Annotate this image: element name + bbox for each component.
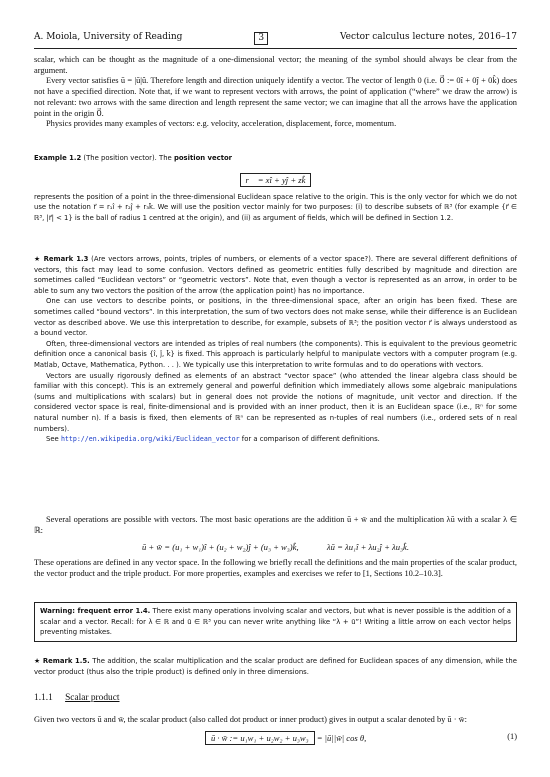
page	[34, 32, 517, 743]
operations-intro: Several operations are possible with vectors. The most basic operations are the addition ū + w̄ and the multiplication λū with a scalar λ ∈ ℝ:	[34, 515, 517, 535]
scalar-multiplication-formula: λū = λu₁î + λu₂ĵ + λu₃k̂.	[326, 542, 409, 553]
remark-1-5	[34, 656, 517, 677]
example-label: Example 1.2	[34, 154, 82, 162]
scalar-product-definition: ū · w̄ := u₁w₁ + u₂w₂ + u₃w₃	[205, 731, 315, 745]
remark-label: Remark 1.5.	[42, 657, 90, 665]
example-body: represents the position of a point in the three-dimensional Euclidean space relative to the origin. This is the only vector for which we do not use the notation r⃗ = r₁î + r₂ĵ + r₃k̂. We will use the position vector mainly for two purposes: (i) to describe subsets of ℝ³ (for example {r⃗ ∈ ℝ³, |r⃗| < 1} is the ball of radius 1 centred at the origin), and (ii) as argument of fields, which will be defined in Section 1.2.	[34, 192, 517, 222]
equation-number: (1)	[507, 732, 517, 742]
scalar-product-cosine: = |ū||w̄| cos θ,	[316, 732, 367, 743]
remark-text: The addition, the scalar multiplication and the scalar product are defined for Euclidean spaces of any dimension, while the vector product (thus also the triple product) is defined only in three dimensions.	[34, 657, 517, 676]
warning-text: There exist many operations involving scalar and vectors, but what is never possible is the addition of a scalar and a vector. Recall: for λ ∈ ℝ and ū ∈ ℝ³ you can never write anything like “λ + ū”! Writing a little arrow on each vector helps preventing mistakes.	[40, 607, 511, 637]
running-header	[34, 32, 517, 49]
position-vector-formula: r⃗ = xî + yĵ + zk̂	[240, 173, 312, 187]
operations-after: These operations are defined in any vector space. In the following we briefly recall the definitions and the main properties of the scalar product, the vector product and the triple product. For more properties, examples and exercises we refer to [1, Sections 10.2–10.3].	[34, 558, 517, 579]
remark-paragraph: One can use vectors to describe points, or positions, in the three-dimensional space, after an origin has been fixed. These are sometimes called “bound vectors”. In this interpretation, the sum of two vectors does not make sense, while their difference is an Euclidean vector as described above. We use this interpretation to describe, for example, subsets of ℝ³; the position vector r⃗ is always understood as a bound vector.	[34, 297, 517, 338]
intro-text	[34, 55, 517, 130]
scalar-product	[34, 715, 517, 745]
see-suffix: for a comparison of different definitions.	[241, 435, 380, 444]
header-title: Vector calculus lecture notes, 2016–17	[339, 32, 517, 42]
vector-operations	[34, 515, 517, 580]
page-number: 3	[254, 32, 268, 45]
section-title: Scalar product	[65, 693, 120, 703]
wikipedia-link[interactable]: http://en.wikipedia.org/wiki/Euclidean_vector	[60, 435, 240, 444]
example-title: (The position vector). The	[83, 154, 172, 162]
warning-box	[34, 602, 517, 642]
header-author: A. Moiola, University of Reading	[34, 32, 183, 42]
remark-label: Remark 1.3	[43, 255, 89, 263]
paragraph: Physics provides many examples of vectors: e.g. velocity, acceleration, displacement, force, momentum.	[46, 119, 397, 129]
example-term: position vector	[173, 154, 233, 162]
warning-label: Warning: frequent error 1.4.	[40, 607, 151, 615]
scalar-product-intro: Given two vectors ū and w̄, the scalar product (also called dot product or inner product) gives in output a scalar denoted by ū · w̄:	[34, 715, 467, 724]
remark-paragraph: Often, three-dimensional vectors are intended as triples of real numbers (the components). This is equivalent to the previous geometric definition once a canonical basis {î, ĵ, k̂} is fixed. This approach is particularly helpful to manipulate vectors with a computer program (e.g. Matlab, Octave, Mathematica, Python. . . ). We typically use this interpretation to write formulas and to do operations with vectors.	[34, 339, 517, 369]
section-heading	[34, 693, 517, 703]
remark-paragraph: Vectors are usually rigorously defined as elements of an abstract “vector space” (who attended the linear algebra class should be familiar with this concept). This is an extremely general and powerful definition which immediately allows some algebraic manipulations (sums and multiplications with scalars) but in general does not provide the notions of magnitude, unit vector and direction. If the considered vector space is real, finite-dimensional and is provided with an inner product, then it is an Euclidean space (i.e., ℝⁿ for some natural number n). If a basis is fixed, then elements of ℝⁿ can be represented as n-tuples of real numbers (i.e., ordered sets of n real numbers).	[34, 371, 517, 433]
section-number: 1.1.1	[34, 693, 53, 703]
remark-paragraph: (Are vectors arrows, points, triples of numbers, or elements of a vector space?). There are several different definitions of vectors, this fact may lead to some confusion. Vectors defined as geometric entities fully described by magnitude and direction are sometimes called “Euclidean vectors” or “geometric vectors”. Note that, even though a vector is represented as an arrow, in order to be able to sum any two vectors the position of the arrow (the application point) has no importance.	[34, 255, 517, 295]
paragraph: scalar, which can be thought as the magnitude of a one-dimensional vector; the meaning of the symbol should always be clear from the argument.	[34, 55, 517, 75]
star-icon: ★	[34, 657, 41, 665]
example-1-2	[34, 153, 517, 223]
paragraph: Every vector satisfies ū = |ū|û. Therefore length and direction uniquely identify a vector. The vector of length 0 (i.e. 0⃗ := 0î + 0ĵ + 0k̂) does not have a specified direction. Note that, if we want to represent vectors with arrows, the point of application (“where” we draw the arrow) is not relevant: two arrows with the same direction and length represent the same vector; we can imagine that all the arrows have the application point in the origin 0⃗.	[34, 76, 517, 118]
sum-formula: ū + w̄ = (u₁ + w₁)î + (u₂ + w₂)ĵ + (u₃ + w₃)k̂,	[141, 542, 299, 553]
see-prefix: See	[46, 435, 59, 444]
star-icon: ★	[34, 255, 41, 263]
remark-1-3	[34, 254, 517, 445]
